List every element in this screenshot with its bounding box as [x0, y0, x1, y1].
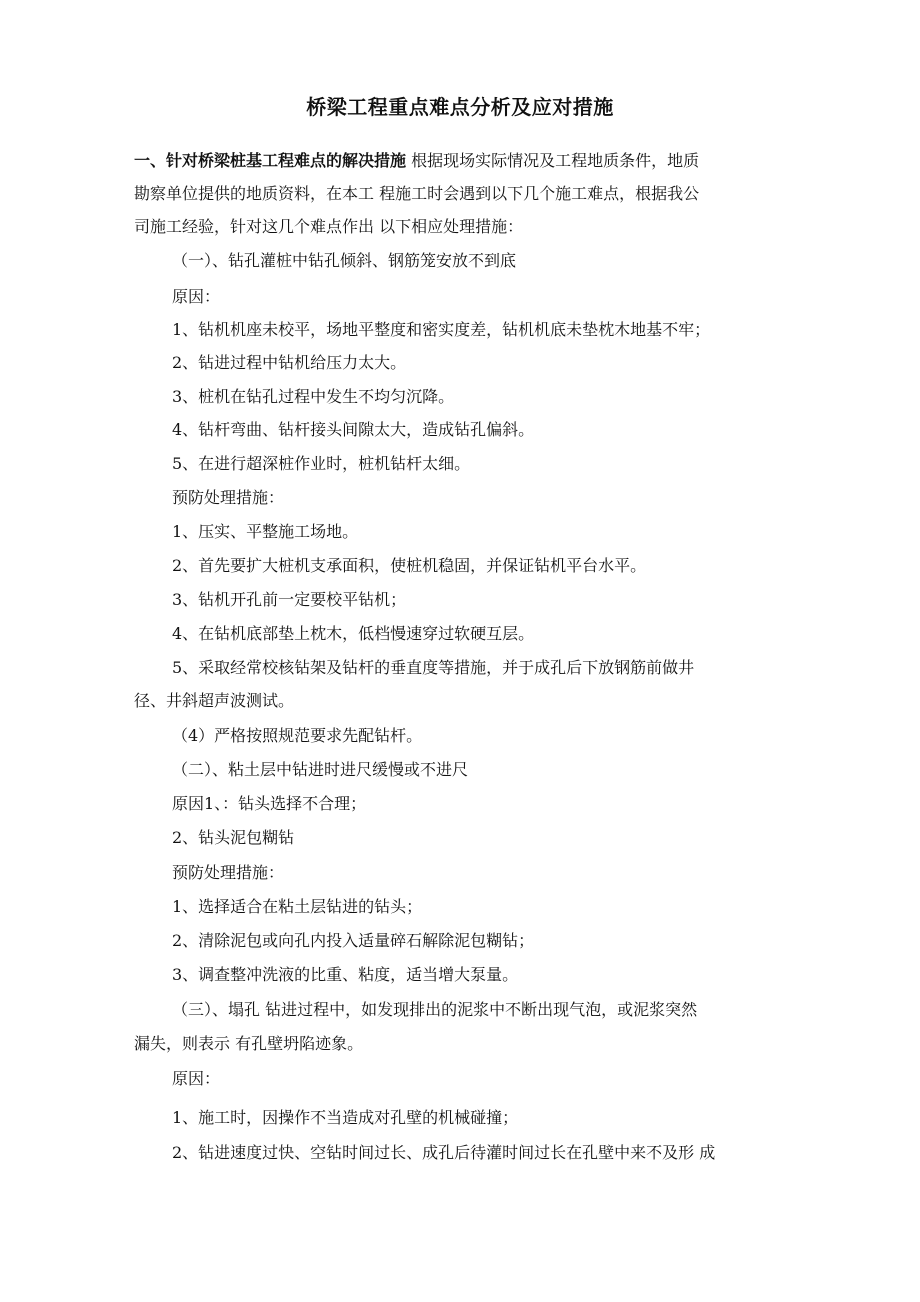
part1-cause-item: 3、桩机在钻孔过程中发生不均匀沉降。 — [172, 387, 455, 406]
part2-heading: （二）、粘土层中钻进时进尺缓慢或不进尺 — [172, 760, 469, 779]
part1-measure5-line1: 5、采取经常校核钻架及钻杆的垂直度等措施，并于成孔后下放钢筋前做井 — [172, 658, 695, 677]
part1-cause-item: 2、钻进过程中钻机给压力太大。 — [172, 353, 407, 372]
part2-measure-label: 预防处理措施： — [172, 863, 285, 882]
part1-cause-item: 4、钻杆弯曲、钻杆接头间隙太大，造成钻孔偏斜。 — [172, 420, 535, 439]
part1-cause-item: 1、钻机机座未校平，场地平整度和密实度差，钻机机底未垫枕木地基不牢； — [172, 320, 711, 339]
part1-heading: （一）、钻孔灌桩中钻孔倾斜、钢筋笼安放不到底 — [172, 251, 517, 270]
document-title: 桥梁工程重点难点分析及应对措施 — [306, 95, 614, 119]
part3-heading-line2: 漏失，则表示 有孔壁坍陷迹象。 — [134, 1034, 364, 1053]
part1-measure-extra: （4）严格按照规范要求先配钻杆。 — [172, 726, 423, 745]
part1-cause-item: 5、在进行超深桩作业时，桩机钻杆太细。 — [172, 454, 471, 473]
part2-measure-item: 3、调查整冲洗液的比重、粘度，适当增大泵量。 — [172, 965, 519, 984]
part1-measure-item: 3、钻机开孔前一定要校平钻机； — [172, 590, 407, 609]
part2-cause2: 2、钻头泥包糊钻 — [172, 828, 295, 847]
part1-measure-label: 预防处理措施： — [172, 488, 285, 507]
section1-heading: 一、针对桥梁桩基工程难点的解决措施 — [134, 151, 407, 170]
part2-cause1: 原因1、：钻头选择不合理； — [172, 794, 367, 813]
part1-measure-item: 4、在钻机底部垫上枕木，低档慢速穿过软硬互层。 — [172, 624, 535, 643]
part2-measure-item: 1、选择适合在粘土层钻进的钻头； — [172, 897, 423, 916]
part1-measure-item: 1、压实、平整施工场地。 — [172, 522, 359, 541]
part1-cause-label: 原因： — [172, 287, 221, 306]
section1-first-line — [134, 149, 699, 173]
part3-cause-item: 1、施工时，因操作不当造成对孔壁的机械碰撞； — [172, 1108, 519, 1127]
part3-cause-item: 2、钻进速度过快、空钻时间过长、成孔后待灌时间过长在孔壁中来不及形 成 — [172, 1143, 716, 1162]
section1-intro-line3: 司施工经验，针对这几个难点作出 以下相应处理措施： — [134, 217, 524, 236]
section1-intro-line2: 勘察单位提供的地质资料，在本工 程施工时会遇到以下几个施工难点，根据我公 — [134, 184, 700, 203]
section1-intro-line1: 根据现场实际情况及工程地质条件，地质 — [411, 151, 700, 170]
part1-measure-item: 2、首先要扩大桩机支承面积，使桩机稳固，并保证钻机平台水平。 — [172, 556, 647, 575]
part3-heading-line1: （三）、塌孔 钻进过程中，如发现排出的泥浆中不断出现气泡，或泥浆突然 — [172, 1000, 698, 1019]
part2-measure-item: 2、清除泥包或向孔内投入适量碎石解除泥包糊钻； — [172, 931, 535, 950]
part1-measure5-line2: 径、井斜超声波测试。 — [134, 691, 295, 710]
part3-cause-label: 原因： — [172, 1069, 221, 1088]
